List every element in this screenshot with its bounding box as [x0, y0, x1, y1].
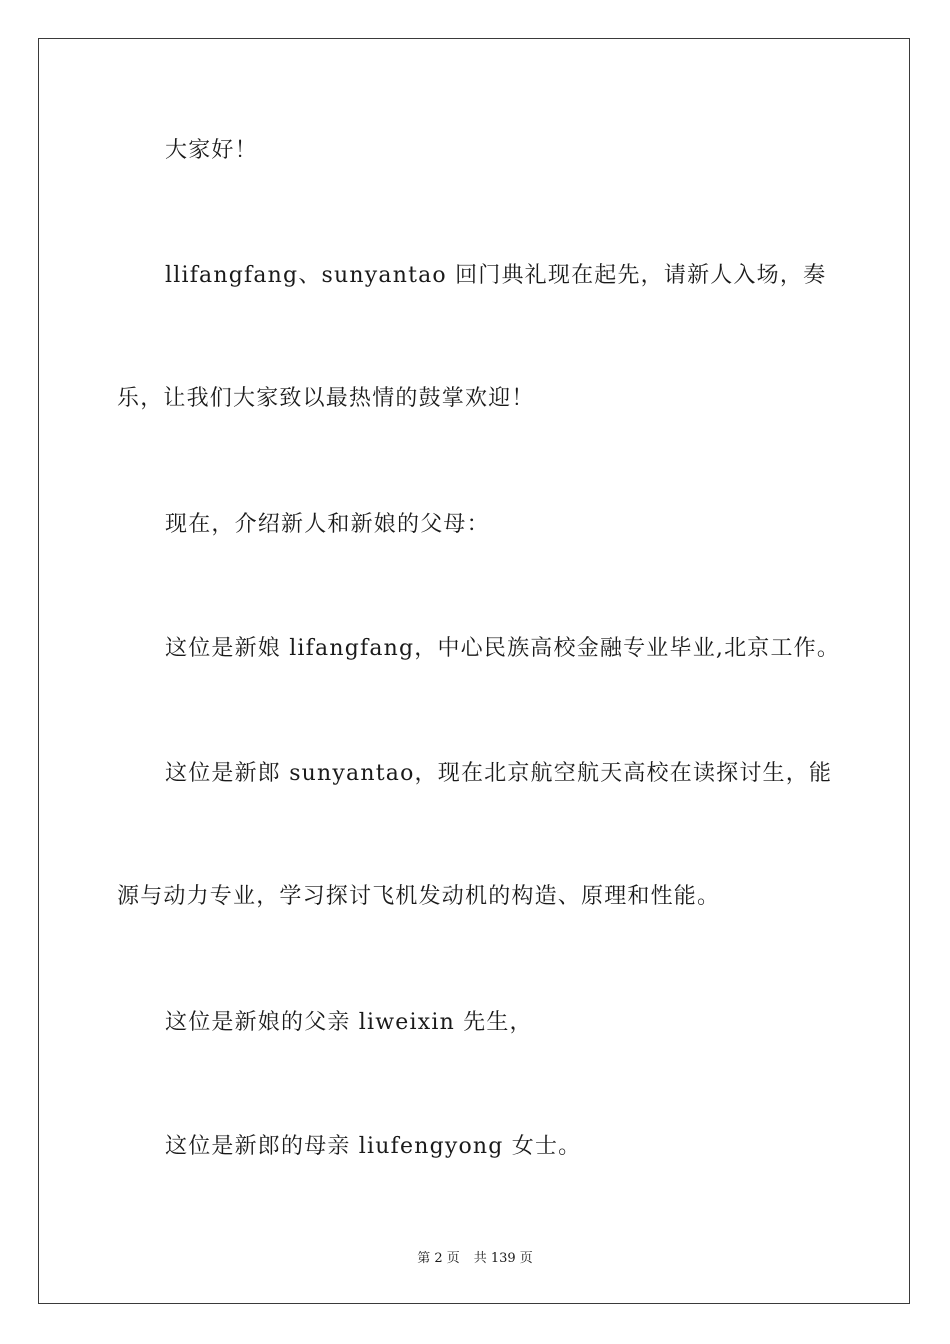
page-number: 第 2 页	[417, 1251, 460, 1266]
page-total: 共 139 页	[473, 1251, 533, 1266]
page-border	[38, 38, 910, 1304]
paragraph-line: 这位是新娘的父亲 liweixin 先生，	[165, 1010, 533, 1035]
paragraph-line: 这位是新娘 lifangfang，中心民族高校金融专业毕业,北京工作。	[165, 636, 841, 661]
paragraph-line: 乐，让我们大家致以最热情的鼓掌欢迎！	[117, 386, 535, 411]
paragraph-line: 这位是新郎 sunyantao，现在北京航空航天高校在读探讨生，能	[165, 761, 833, 786]
paragraph-line: 现在，介绍新人和新娘的父母：	[165, 512, 490, 537]
paragraph-line: 这位是新郎的母亲 liufengyong 女士。	[165, 1134, 582, 1159]
paragraph-line: llifangfang、sunyantao 回门典礼现在起先，请新人入场，奏	[165, 263, 827, 288]
page-footer	[0, 1247, 950, 1266]
greeting-line: 大家好！	[165, 138, 258, 163]
paragraph-line: 源与动力专业，学习探讨飞机发动机的构造、原理和性能。	[117, 884, 721, 909]
